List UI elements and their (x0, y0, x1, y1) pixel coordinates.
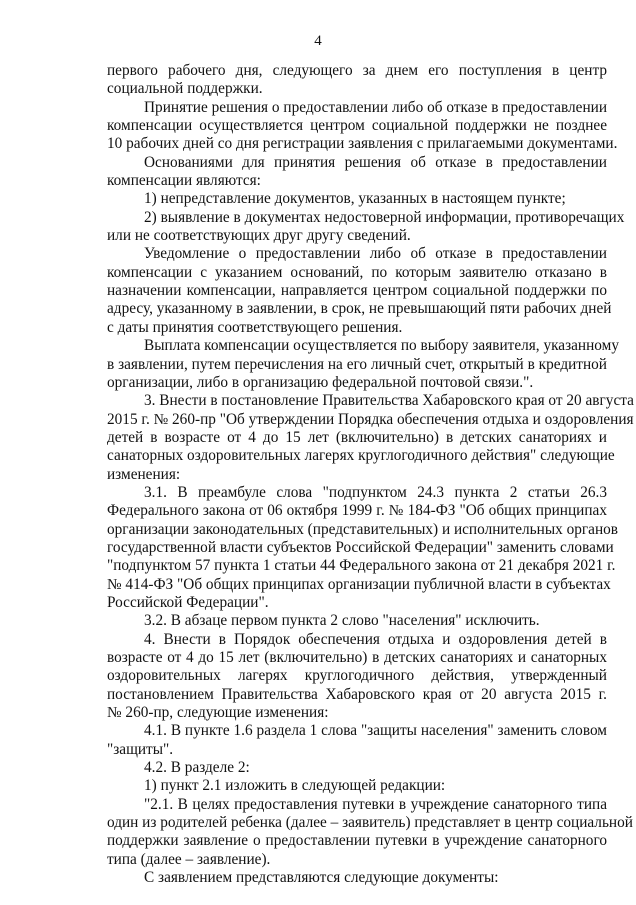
text-line: 1) пункт 2.1 изложить в следующей редакции: (144, 777, 446, 795)
text-line: С заявлением представляются следующие документы: (144, 869, 499, 887)
paragraph (107, 245, 612, 337)
text-line: 2) выявление в документах недостоверной информации, противоречащих (144, 208, 625, 226)
paragraph (107, 98, 618, 154)
text-line: социальной поддержки. (107, 80, 263, 98)
paragraph (107, 62, 607, 99)
text-line: 3.2. В абзаце первом пункта 2 слово "населения" исключить. (144, 612, 540, 630)
text-line: 3.1. В преамбуле слова "подпунктом 24.3 пункта 2 статьи 26.3 (144, 483, 607, 501)
text-line: поддержки заявление о предоставлении путевки в учреждение санаторного (107, 832, 607, 850)
text-line: назначении компенсации, направляется центром социальной поддержки по (107, 282, 607, 300)
text-line: 2015 г. № 260-пр "Об утверждении Порядка обеспечения отдыха и оздоровления (107, 410, 634, 428)
paragraph (107, 612, 607, 630)
paragraph (107, 631, 607, 723)
text-line: или не соответствующих друг другу сведений. (107, 227, 411, 245)
text-line: детей в возрасте от 4 до 15 лет (включительно) в детских санаториях и (107, 428, 607, 446)
text-line: компенсации с указанием оснований, по которым заявителю отказано в (107, 263, 607, 281)
text-line: Российской Федерации". (107, 593, 269, 611)
paragraph (107, 795, 633, 869)
paragraph (107, 759, 607, 777)
paragraph (107, 208, 625, 246)
text-line: 4.2. В разделе 2: (144, 759, 250, 777)
paragraph (107, 777, 607, 795)
text-line: "защиты". (107, 740, 174, 758)
paragraph (107, 722, 607, 759)
paragraph (107, 869, 607, 887)
page-number: 4 (314, 33, 322, 49)
paragraph (107, 154, 607, 191)
text-line: Уведомление о предоставлении либо об отказе в предоставлении (144, 245, 607, 263)
text-line: один из родителей ребенка (далее – заявитель) представляет в центр социальной (107, 814, 633, 832)
text-line: государственной власти субъектов Российской Федерации" заменить словами (107, 538, 614, 556)
text-line: 10 рабочих дней со дня регистрации заявления с прилагаемыми документами. (107, 135, 618, 153)
document-body (107, 62, 634, 887)
text-line: 1) непредставление документов, указанных в настоящем пункте; (144, 190, 566, 208)
text-line: изменения: (107, 465, 181, 483)
text-line: 4.1. В пункте 1.6 раздела 1 слова "защиты населения" заменить словом (144, 722, 607, 740)
text-line: санаторных оздоровительных лагерях круглогодичного действия" следующие (107, 447, 615, 465)
text-line: Федерального закона от 06 октября 1999 г. № 184-ФЗ "Об общих принципах (107, 502, 607, 520)
text-line: адресу, указанному в заявлении, в срок, не превышающий пяти рабочих дней (107, 300, 612, 318)
text-line: Принятие решения о предоставлении либо об отказе в предоставлении (144, 98, 607, 116)
paragraph (107, 190, 607, 208)
text-line: компенсации осуществляется центром социальной поддержки не позднее (107, 117, 607, 135)
text-line: типа (далее – заявление). (107, 850, 271, 868)
text-line: "подпунктом 57 пункта 1 статьи 44 Федерального закона от 21 декабря 2021 г. (107, 557, 616, 575)
text-line: "2.1. В целях предоставления путевки в учреждение санаторного типа (144, 795, 607, 813)
text-line: Основаниями для принятия решения об отказе в предоставлении (144, 153, 607, 171)
text-line: организации законодательных (представительных) и исполнительных органов (107, 520, 619, 538)
text-line: в заявлении, путем перечисления на его личный счет, открытый в кредитной (107, 355, 607, 373)
text-line: 4. Внести в Порядок обеспечения отдыха и оздоровления детей в (144, 630, 607, 648)
text-line: возрасте от 4 до 15 лет (включительно) в детских санаториях и санаторных (107, 649, 607, 666)
paragraph (107, 483, 619, 612)
text-line: № 414-ФЗ "Об общих принципах организации публичной власти в субъектах (107, 575, 611, 593)
text-line: оздоровительных лагерях круглогодичного действия, утвержденный (107, 667, 607, 685)
text-line: постановлением Правительства Хабаровского края от 20 августа 2015 г. (107, 685, 607, 703)
paragraph (107, 392, 634, 484)
text-line: компенсации являются: (107, 172, 261, 190)
text-line: с даты принятия соответствующего решения. (107, 318, 403, 336)
text-line: 3. Внести в постановление Правительства Хабаровского края от 20 августа (144, 392, 634, 410)
paragraph (107, 337, 619, 392)
text-line: Выплата компенсации осуществляется по выбору заявителя, указанному (144, 337, 619, 355)
text-line: первого рабочего дня, следующего за днем его поступления в центр (107, 62, 607, 79)
text-line: № 260-пр, следующие изменения: (107, 704, 329, 722)
text-line: организации, либо в организацию федеральной почтовой связи.". (107, 373, 534, 391)
